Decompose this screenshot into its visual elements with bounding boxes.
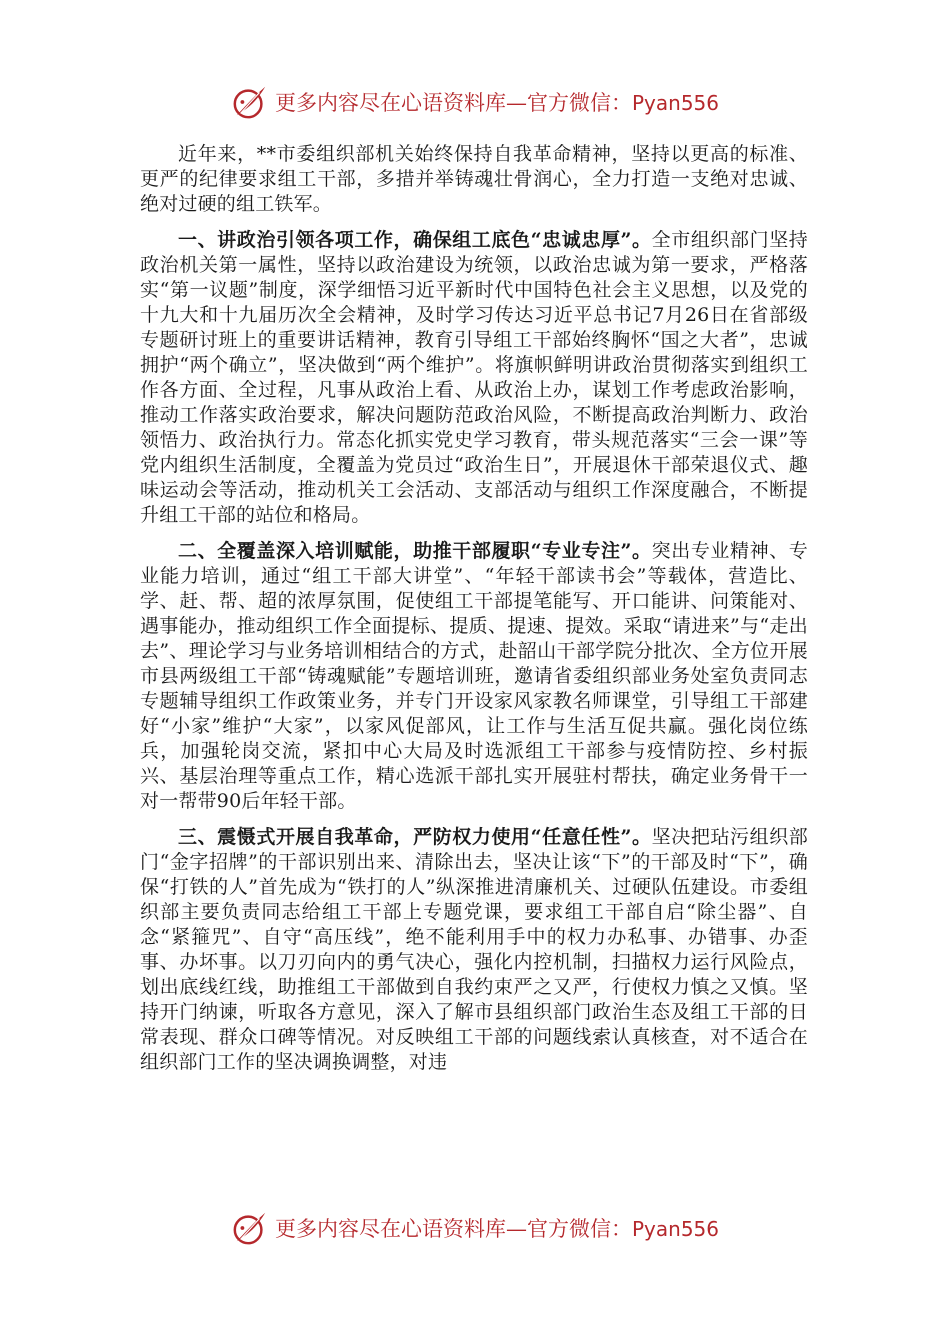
- section-2-paragraph: 二、全覆盖深入培训赋能，助推干部履职“专业专注”。突出专业精神、专业能力培训，通过“组工干部大讲堂”、“年轻干部读书会”等载体，营造比、学、赶、帮、超的浓厚氛围，促使组工干部提笔能写、开口能讲、问策能对、遇事能办，推动组织工作全面提标、提质、提速、提效。采取“请进来”与“走出去”、理论学习与业务培训相结合的方式，赴韶山干部学院分批次、全方位开展市县两级组工干部“铸魂赋能”专题培训班，邀请省委组织部业务处室负责同志专题辅导组织工作政策业务，并专门开设家风家教名师课堂，引导组工干部建好“小家”维护“大家”，以家风促部风，让工作与生活互促共赢。强化岗位练兵，加强轮岗交流，紧扣中心大局及时选派组工干部参与疫情防控、乡村振兴、基层治理等重点工作，精心选派干部扎实开展驻村帮扶，确定业务骨干一对一帮带90后年轻干部。: [140, 540, 808, 812]
- intro-paragraph: 近年来，**市委组织部机关始终保持自我革命精神，坚持以更高的标准、更严的纪律要求组工干部，多措并举铸魂壮骨润心，全力打造一支绝对忠诚、绝对过硬的组工铁军。: [140, 143, 808, 215]
- document-body: [140, 142, 808, 1086]
- header-watermark-banner: [0, 80, 950, 124]
- footer-watermark-banner: [0, 1206, 950, 1250]
- wechat-handle: Pyan556: [631, 91, 719, 115]
- watermark-text: 更多内容尽在心语资料库—官方微信：Pyan556: [274, 1217, 719, 1241]
- watermark-text: 更多内容尽在心语资料库—官方微信：Pyan556: [274, 91, 719, 115]
- section-1-heading: 一、讲政治引领各项工作，确保组工底色“忠诚忠厚”。: [178, 229, 652, 251]
- section-2-heading: 二、全覆盖深入培训赋能，助推干部履职“专业专注”。: [178, 540, 652, 562]
- section-1-paragraph: 一、讲政治引领各项工作，确保组工底色“忠诚忠厚”。全市组织部门坚持政治机关第一属性，坚持以政治建设为统领，以政治忠诚为第一要求，严格落实“第一议题”制度，深学细悟习近平新时代中国特色社会主义思想，以及党的十九大和十九届历次全会精神，及时学习传达习近平总书记7月26日在省部级专题研讨班上的重要讲话精神，教育引导组工干部始终胸怀“国之大者”，忠诚拥护“两个确立”，坚决做到“两个维护”。将旗帜鲜明讲政治贯彻落实到组织工作各方面、全过程，凡事从政治上看、从政治上办，谋划工作考虑政治影响，推动工作落实政治要求，解决问题防范政治风险，不断提高政治判断力、政治领悟力、政治执行力。常态化抓实党史学习教育，带头规范落实“三会一课”等党内组织生活制度，全覆盖为党员过“政治生日”，开展退休干部荣退仪式、趣味运动会等活动，推动机关工会活动、支部活动与组织工作深度融合，不断提升组工干部的站位和格局。: [140, 229, 808, 526]
- quill-logo-icon: [231, 83, 269, 121]
- wechat-handle: Pyan556: [631, 1217, 719, 1241]
- quill-logo-icon: [231, 1209, 269, 1247]
- section-3-paragraph: 三、震慑式开展自我革命，严防权力使用“任意任性”。坚决把玷污组织部门“金字招牌”的干部识别出来、清除出去，坚决让该“下”的干部及时“下”，确保“打铁的人”首先成为“铁打的人”纵深推进清廉机关、过硬队伍建设。市委组织部主要负责同志给组工干部上专题党课，要求组工干部自启“除尘器”、自念“紧箍咒”、自守“高压线”，绝不能利用手中的权力办私事、办错事、办歪事、办坏事。以刀刃向内的勇气决心，强化内控机制，扫描权力运行风险点，划出底线红线，助推组工干部做到自我约束严之又严，行使权力慎之又慎。坚持开门纳谏，听取各方意见，深入了解市县组织部门政治生态及组工干部的日常表现、群众口碑等情况。对反映组工干部的问题线索认真核查，对不适合在组织部门工作的坚决调换调整，对违: [140, 826, 808, 1073]
- section-3-heading: 三、震慑式开展自我革命，严防权力使用“任意任性”。: [178, 826, 652, 848]
